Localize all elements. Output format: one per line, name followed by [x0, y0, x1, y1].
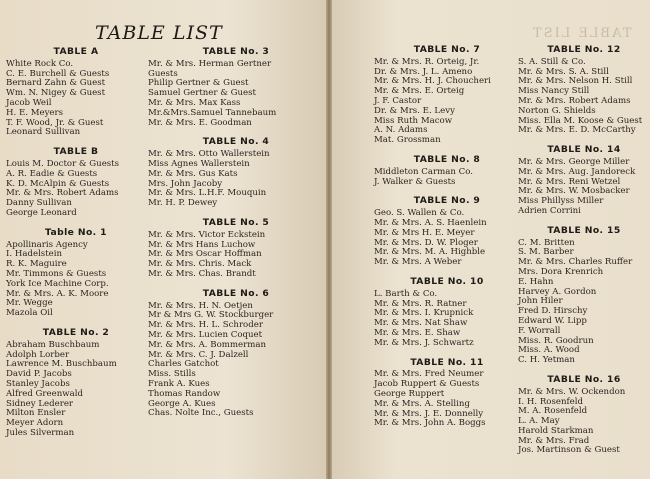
guest-entry: John Hiler — [518, 296, 563, 307]
right-page — [332, 0, 650, 479]
page-title: TABLE LIST — [95, 22, 223, 44]
guest-entry: M. A. Rosenfeld — [518, 406, 588, 417]
right-column-1 — [374, 45, 520, 438]
table-group — [6, 228, 146, 319]
guest-entry: Louis M. Doctor & Guests — [6, 158, 120, 169]
guest-entry: Norton G. Shields — [518, 105, 596, 116]
guest-entry: Alfred Greenwald — [6, 388, 83, 399]
guest-entry: C. H. Yetman — [518, 355, 575, 366]
guest-entry: Mr. Timmons & Guests — [6, 268, 107, 279]
guest-entry: Mr. & Mrs. Charles Ruffer — [518, 257, 633, 268]
table-heading: Table No. 1 — [45, 226, 107, 238]
table-group — [6, 147, 146, 219]
table-heading: TABLE No. 15 — [547, 224, 621, 236]
guest-entry: Meyer Adorn — [6, 418, 64, 429]
table-heading: TABLE No. 7 — [413, 44, 481, 55]
guest-entry: George Leonard — [6, 207, 77, 218]
guest-entry: Edward W. Lipp — [518, 315, 587, 326]
table-group — [6, 47, 146, 138]
guest-entry: Jos. Martinson & Guest — [518, 445, 620, 456]
table-heading: TABLE No. 8 — [413, 153, 481, 165]
guest-entry: Miss. Stills — [148, 369, 196, 380]
guest-entry: Chas. Nolte Inc., Guests — [148, 408, 254, 419]
guest-entry: Harvey A. Gordon — [518, 286, 597, 297]
guest-entry: Mr & Mrs G. W. Stockburger — [148, 310, 274, 321]
guest-entry: Mr. & Mrs. H. J. Choucheri — [374, 76, 491, 87]
guest-entry: A. R. Eadie & Guests — [6, 168, 98, 179]
guest-entry: S. A. Still & Co. — [518, 56, 586, 67]
guest-entry: Mr. & Mrs. Victor Eckstein — [148, 229, 266, 240]
table-group — [148, 137, 324, 209]
guest-entry: J. Walker & Guests — [374, 176, 456, 187]
guest-entry: Bernard Zahn & Guest — [6, 78, 106, 89]
table-group — [518, 145, 650, 217]
guest-entry: K. D. McAlpin & Guests — [6, 178, 110, 189]
table-heading: TABLE No. 6 — [202, 287, 270, 299]
guest-entry: Stanley Jacobs — [6, 378, 70, 389]
guest-entry: Mr. & Mrs. J. Schwartz — [374, 337, 474, 348]
guest-entry: Miss Phillyss Miller — [518, 196, 604, 207]
guest-entry: Mr. & Mrs. George Miller — [518, 156, 630, 167]
guest-entry: C. E. Burchell & Guests — [6, 68, 110, 79]
table-heading: TABLE No. 10 — [410, 275, 484, 287]
table-heading: TABLE No. 2 — [42, 326, 110, 338]
table-group — [374, 277, 520, 349]
guest-entry: Miss Agnes Wallerstein — [148, 158, 250, 169]
guest-entry: Adrien Corrini — [518, 205, 581, 216]
guest-entry: I. H. Rosenfeld — [518, 396, 584, 407]
table-heading: TABLE No. 5 — [202, 216, 270, 228]
guest-entry: Mr. & Mrs H. E. Meyer — [374, 227, 475, 238]
guest-entry: Mr. & Mrs. A. Stelling — [374, 398, 470, 409]
table-group — [518, 45, 650, 136]
table-group — [374, 196, 520, 268]
guest-entry: Mr. & Mrs. Herman Gertner — [148, 58, 272, 69]
show-through-text: TABLE LIST — [531, 26, 632, 41]
guest-entry: Mr. & Mrs. J. E. Donnelly — [374, 408, 484, 419]
guest-entry: Miss Nancy Still — [518, 86, 590, 97]
guest-entry: Mat. Grossman — [374, 135, 441, 146]
guest-entry: Mr. & Mrs. E. D. McCarthy — [518, 125, 636, 136]
table-heading: TABLE B — [53, 146, 99, 158]
guest-entry: Mr. & Mrs. Nelson H. Still — [518, 76, 633, 87]
guest-entry: Adolph Lorber — [6, 349, 70, 360]
guest-entry: Mr. & Mrs. Nat Shaw — [374, 318, 468, 329]
guest-entry: Mr. & Mrs Oscar Hoffman — [148, 249, 262, 260]
table-heading: TABLE A — [53, 46, 99, 57]
guest-entry: Mr. & Mrs. Chas. Brandt — [148, 268, 256, 279]
table-group — [148, 218, 324, 280]
guest-entry: York Ice Machine Corp. — [6, 278, 109, 289]
guest-entry: Jules Silverman — [6, 427, 75, 438]
guest-entry: Mr. & Mrs. H. L. Schroder — [148, 320, 263, 331]
guest-entry: Mr.&Mrs.Samuel Tannebaum — [148, 107, 277, 118]
table-heading: TABLE No. 4 — [202, 136, 270, 148]
guest-entry: F. Worrall — [518, 325, 561, 336]
guest-entry: Mr. & Mrs. M. A. Highble — [374, 247, 486, 258]
guest-entry: Mr. & Mrs. Aug. Jandoreck — [518, 166, 636, 177]
guest-entry: Mr. & Mrs. I. Krupnick — [374, 308, 474, 319]
guest-entry: Apollinaris Agency — [6, 239, 88, 250]
guest-entry: Miss. A. Wood — [518, 345, 580, 356]
guest-entry: David P. Jacobs — [6, 369, 72, 380]
guest-entry: Mr. & Mrs. H. N. Oetjen — [148, 300, 253, 311]
guest-entry: Mr. & Mrs. Fred Neumer — [374, 369, 484, 380]
guest-entry: Miss. Ella M. Koose & Guest — [518, 115, 643, 126]
guest-entry: Sidney Lederer — [6, 398, 74, 409]
guest-entry: Mr. & Mrs. R. Ratner — [374, 298, 467, 309]
guest-entry: Mr. & Mrs. L.H.F. Mouquin — [148, 188, 267, 199]
guest-entry: Geo. S. Wallen & Co. — [374, 208, 465, 219]
guest-entry: George Ruppert — [374, 388, 445, 399]
guest-entry: Mr. & Mrs. C. J. Dalzell — [148, 349, 249, 360]
table-group — [518, 226, 650, 366]
guest-entry: Mr. & Mrs. Gus Kats — [148, 168, 238, 179]
guest-entry: Jacob Ruppert & Guests — [374, 379, 480, 390]
guest-entry: Mr. Wegge — [6, 298, 53, 309]
guest-entry: C. M. Britten — [518, 237, 575, 248]
guest-entry: S. M. Barber — [518, 247, 574, 258]
guest-entry: H. E. Meyers — [6, 107, 64, 118]
guest-entry: Harold Starkman — [518, 425, 594, 436]
guest-entry: I. Hadelstein — [6, 249, 63, 260]
guest-entry: Mr. & Mrs. Otto Wallerstein — [148, 149, 270, 160]
guest-entry: Abraham Buschbaum — [6, 339, 100, 350]
guest-entry: R. K. Maguire — [6, 259, 67, 270]
table-heading: TABLE No. 11 — [410, 356, 484, 368]
table-group — [148, 289, 324, 419]
guest-entry: Dr. & Mrs. J. L. Ameno — [374, 66, 473, 77]
guest-entry: Mrs. John Jacoby — [148, 178, 223, 189]
guest-entry: Miss. R. Goodrun — [518, 335, 594, 346]
guest-entry: Mr. & Mrs. Reni Wetzel — [518, 176, 621, 187]
guest-entry: Mr. & Mrs. W. Ockendon — [518, 386, 626, 397]
table-group — [518, 375, 650, 456]
guest-entry: L. Barth & Co. — [374, 288, 438, 299]
guest-entry: Mr. & Mrs. A. S. Haenlein — [374, 217, 487, 228]
guest-entry: Mr. & Mrs. Max Kass — [148, 97, 241, 108]
guest-entry: George A. Kues — [148, 398, 216, 409]
guest-entry: Mr. & Mrs. E. Shaw — [374, 327, 461, 338]
guest-entry: Mazola Oil — [6, 308, 53, 319]
guest-entry: Mr. & Mrs. Robert Adams — [6, 188, 119, 199]
guest-entry: Mr. & Mrs. E. Goodman — [148, 117, 252, 128]
guest-entry: Philip Gertner & Guest — [148, 78, 249, 89]
left-column-1 — [6, 47, 146, 448]
guest-entry: Mr. & Mrs. A. K. Moore — [6, 288, 109, 299]
guest-entry: Mr. & Mrs. R. Orteig, Jr. — [374, 56, 480, 67]
guest-entry: Danny Sullivan — [6, 198, 72, 209]
guest-entry: Jacob Weil — [6, 97, 52, 108]
guest-entry: L. A. May — [518, 416, 560, 427]
guest-entry: Fred D. Hirschy — [518, 306, 588, 317]
guest-entry: Samuel Gertner & Guest — [148, 88, 256, 99]
guest-entry: Mr. & Mrs Hans Luchow — [148, 239, 256, 250]
guest-entry: Mr. & Mrs. A Weber — [374, 257, 462, 268]
guest-entry: Mr. & Mrs. Frad — [518, 435, 590, 446]
table-heading: TABLE No. 3 — [202, 46, 270, 57]
guest-entry: Mr. & Mrs. A. Bommerman — [148, 339, 267, 350]
guest-entry: Mr. & Mrs. S. A. Still — [518, 66, 609, 77]
table-heading: TABLE No. 12 — [547, 44, 621, 55]
table-group — [148, 47, 324, 128]
guest-entry: Mr. & Mrs. John A. Boggs — [374, 418, 486, 429]
guest-entry: E. Hahn — [518, 276, 554, 287]
guest-entry: Thomas Randow — [148, 388, 221, 399]
guest-entry: Lawrence M. Buschbaum — [6, 359, 117, 370]
guest-entry: Dr. & Mrs. E. Levy — [374, 105, 455, 116]
guest-entry: Guests — [148, 68, 178, 79]
table-group — [374, 155, 520, 187]
guest-entry: Mr. & Mrs. Lucien Coquet — [148, 329, 263, 340]
table-heading: TABLE No. 9 — [413, 195, 481, 207]
guest-entry: White Rock Co. — [6, 58, 74, 69]
guest-entry: Miss Ruth Macow — [374, 115, 453, 126]
table-heading: TABLE No. 16 — [547, 373, 621, 385]
guest-entry: Milton Ensler — [6, 408, 66, 419]
guest-entry: J. F. Castor — [374, 95, 422, 106]
guest-entry: Mr. & Mrs. D. W. Ploger — [374, 237, 478, 248]
guest-entry: Mrs. Dora Krenrich — [518, 266, 604, 277]
guest-entry: Frank A. Kues — [148, 378, 210, 389]
table-group — [374, 45, 520, 146]
guest-entry: Mr. & Mrs. E. Orteig — [374, 86, 465, 97]
right-column-2 — [518, 45, 650, 465]
guest-entry: Leonard Sullivan — [6, 127, 81, 138]
table-heading: TABLE No. 14 — [547, 144, 621, 156]
guest-entry: Charles Gatchot — [148, 359, 219, 370]
guest-entry: T. F. Wood, Jr. & Guest — [6, 117, 104, 128]
guest-entry: Mr. & Mrs. W. Mosbacker — [518, 186, 630, 197]
table-group — [6, 328, 146, 439]
guest-entry: Mr. & Mrs. Robert Adams — [518, 95, 631, 106]
guest-entry: Middleton Carman Co. — [374, 166, 473, 177]
guest-entry: Mr. H. P. Dewey — [148, 198, 218, 209]
left-column-2 — [148, 47, 324, 428]
guest-entry: Wm. N. Nigey & Guest — [6, 88, 106, 99]
table-group — [374, 358, 520, 430]
guest-entry: Mr. & Mrs. Chris. Mack — [148, 259, 252, 270]
guest-entry: A. N. Adams — [374, 125, 428, 136]
